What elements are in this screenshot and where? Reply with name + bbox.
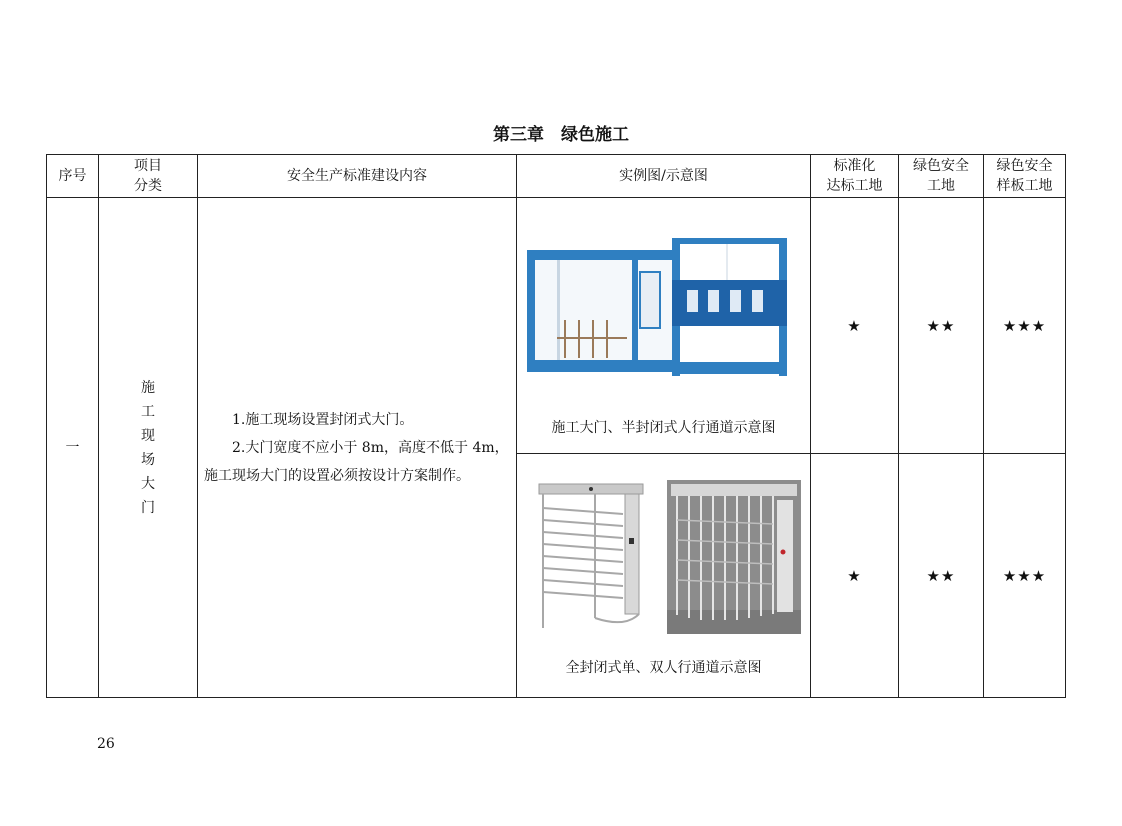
- header-standard-site: 标准化 达标工地: [811, 155, 899, 198]
- rating-model-2: [984, 454, 1066, 698]
- chapter-title: 第三章 绿色施工: [493, 125, 629, 145]
- content-item-2: 2.大门宽度不应小于 8m，高度不低于 4m，施工现场大门的设置必须按设计方案制作。: [204, 439, 509, 484]
- image-cell-turnstile: [517, 454, 811, 698]
- rating-green-1: [899, 198, 984, 454]
- rating-green-2: [899, 454, 984, 698]
- row-category: [99, 198, 198, 698]
- table-row: [47, 198, 1066, 454]
- row-content: [198, 198, 517, 698]
- table-header-row: [47, 155, 1066, 198]
- row-category-text: 施 工 现 场 大 门: [141, 379, 155, 516]
- rating-stars: ★★★: [1002, 567, 1047, 585]
- header-green-site: 绿色安全 工地: [899, 155, 984, 198]
- rating-stars: ★★: [926, 567, 956, 585]
- row-number: 一: [47, 198, 99, 698]
- header-model-site: 绿色安全 样板工地: [984, 155, 1066, 198]
- header-image: 实例图/示意图: [517, 155, 811, 198]
- turnstile-caption: 全封闭式单、双人行通道示意图: [565, 660, 762, 676]
- rating-standard-2: [811, 454, 899, 698]
- rating-standard-1: [811, 198, 899, 454]
- page-number: 26: [97, 736, 115, 752]
- header-content: 安全生产标准建设内容: [198, 155, 517, 198]
- rating-stars: ★: [847, 567, 862, 585]
- double-turnstile-image: [667, 480, 801, 634]
- gate-diagram-image: [527, 238, 787, 388]
- content-item-1: 1.施工现场设置封闭式大门。: [232, 411, 414, 428]
- single-turnstile-image: [535, 478, 647, 636]
- gate-diagram-caption: 施工大门、半封闭式人行通道示意图: [551, 420, 776, 436]
- rating-model-1: [984, 198, 1066, 454]
- rating-stars: ★: [847, 317, 862, 335]
- standards-table: [46, 154, 1066, 698]
- image-cell-gate: [517, 198, 811, 454]
- rating-stars: ★★★: [1002, 317, 1047, 335]
- header-category: 项目 分类: [99, 155, 198, 198]
- header-no: 序号: [47, 155, 99, 198]
- rating-stars: ★★: [926, 317, 956, 335]
